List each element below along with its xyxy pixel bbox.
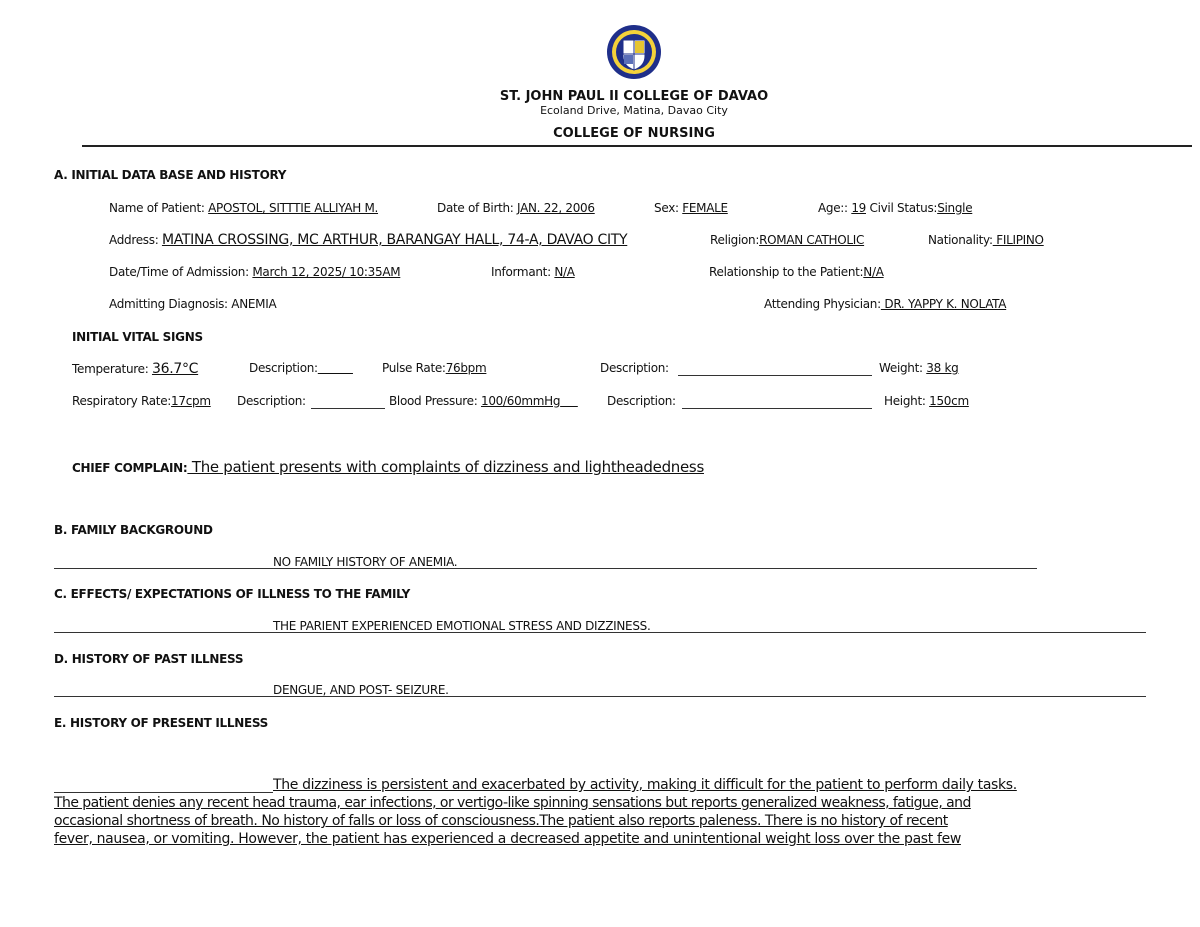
chief-complaint-value: The patient presents with complaints of dizziness and lightheadedness [187, 458, 704, 476]
dob-field: Date of Birth: JAN. 22, 2006 [437, 201, 595, 215]
section-c-text: THE PARIENT EXPERIENCED EMOTIONAL STRESS AND DIZZINESS. [273, 619, 651, 633]
section-b-line [54, 568, 1037, 569]
physician-value: DR. YAPPY K. NOLATA [880, 297, 1007, 311]
resp-description-line [311, 408, 385, 409]
temperature-value: 36.7°C [151, 361, 199, 377]
section-a-title: A. INITIAL DATA BASE AND HISTORY [54, 168, 287, 182]
bp-value: 100/60mmHg [480, 394, 561, 408]
section-d-line [54, 696, 1146, 697]
age-value: 19 [851, 201, 866, 215]
relationship-value: N/A [863, 265, 884, 279]
pulse-value: 76bpm [445, 361, 487, 375]
institution-name: ST. JOHN PAUL II COLLEGE OF DAVAO [499, 89, 769, 104]
section-b-title: B. FAMILY BACKGROUND [54, 523, 213, 537]
weight-value: 38 kg [926, 361, 959, 375]
section-d-title: D. HISTORY OF PAST ILLNESS [54, 652, 244, 666]
dob-value: JAN. 22, 2006 [517, 201, 595, 215]
civil-status-value: Single [937, 201, 973, 215]
address-value: MATINA CROSSING, MC ARTHUR, BARANGAY HALL, 74-A, DAVAO CITY [161, 232, 628, 248]
height-field: Height: 150cm [884, 394, 969, 408]
resp-description-field: Description: [237, 394, 306, 408]
admission-value: March 12, 2025/ 10:35AM [252, 265, 401, 279]
admission-field: Date/Time of Admission: March 12, 2025/ 10:35AM [109, 265, 401, 279]
bp-field: Blood Pressure: 100/60mmHg [389, 394, 561, 408]
temp-description-field: Description: [249, 361, 318, 375]
pulse-field: Pulse Rate:76bpm [382, 361, 487, 375]
height-value: 150cm [929, 394, 969, 408]
sex-field: Sex: FEMALE [654, 201, 728, 215]
hpi-line-1: The dizziness is persistent and exacerbated by activity, making it difficult for the patient to perform daily tasks. [273, 777, 1017, 793]
chief-complaint: CHIEF COMPLAIN: The patient presents with complaints of dizziness and lightheadedness [72, 458, 704, 476]
weight-field: Weight: 38 kg [879, 361, 959, 375]
bp-description-line [682, 408, 872, 409]
header-divider [82, 145, 1192, 147]
pulse-description-field: Description: [600, 361, 669, 375]
respiratory-field: Respiratory Rate:17cpm [72, 394, 211, 408]
address-field: Address: MATINA CROSSING, MC ARTHUR, BARANGAY HALL, 74-A, DAVAO CITY [109, 232, 628, 248]
vital-signs-title: INITIAL VITAL SIGNS [72, 330, 203, 344]
informant-field: Informant: N/A [491, 265, 575, 279]
nationality-value: FILIPINO [992, 233, 1044, 247]
hpi-line-3: occasional shortness of breath. No history of falls or loss of consciousness.The patient also reports paleness. There is no history of recent [54, 813, 948, 829]
respiratory-value: 17cpm [171, 394, 211, 408]
physician-field: Attending Physician: DR. YAPPY K. NOLATA [764, 297, 1007, 311]
relationship-field: Relationship to the Patient:N/A [709, 265, 884, 279]
religion-field: Religion:ROMAN CATHOLIC [710, 233, 865, 247]
section-b-text: NO FAMILY HISTORY OF ANEMIA. [273, 555, 458, 569]
religion-value: ROMAN CATHOLIC [759, 233, 865, 247]
bp-description-field: Description: [607, 394, 676, 408]
patient-name: APOSTOL, SITTTIE ALLIYAH M. [208, 201, 379, 215]
section-e-indent-line [54, 792, 273, 793]
college-seal-icon [606, 24, 662, 80]
hpi-line-2: The patient denies any recent head trauma, ear infections, or vertigo-like spinning sensations but reports generalized weakness, fatigue, and [54, 795, 971, 811]
age-civil-field: Age:: 19 Civil Status:Single [818, 201, 973, 215]
institution-address: Ecoland Drive, Matina, Davao City [540, 104, 728, 117]
temperature-field: Temperature: 36.7°C [72, 361, 199, 377]
college-name: COLLEGE OF NURSING [553, 126, 715, 141]
section-c-title: C. EFFECTS/ EXPECTATIONS OF ILLNESS TO THE FAMILY [54, 587, 411, 601]
admitting-diagnosis: Admitting Diagnosis: ANEMIA [109, 297, 277, 311]
nationality-field: Nationality: FILIPINO [928, 233, 1044, 247]
section-e-title: E. HISTORY OF PRESENT ILLNESS [54, 716, 269, 730]
informant-value: N/A [554, 265, 575, 279]
hpi-line-4: fever, nausea, or vomiting. However, the patient has experienced a decreased appetite and unintentional weight loss over the past few [54, 831, 961, 847]
patient-name-row: Name of Patient: APOSTOL, SITTTIE ALLIYAH M. [109, 201, 379, 215]
section-d-text: DENGUE, AND POST- SEIZURE. [273, 683, 449, 697]
sex-value: FEMALE [682, 201, 728, 215]
pulse-description-line [678, 375, 872, 376]
